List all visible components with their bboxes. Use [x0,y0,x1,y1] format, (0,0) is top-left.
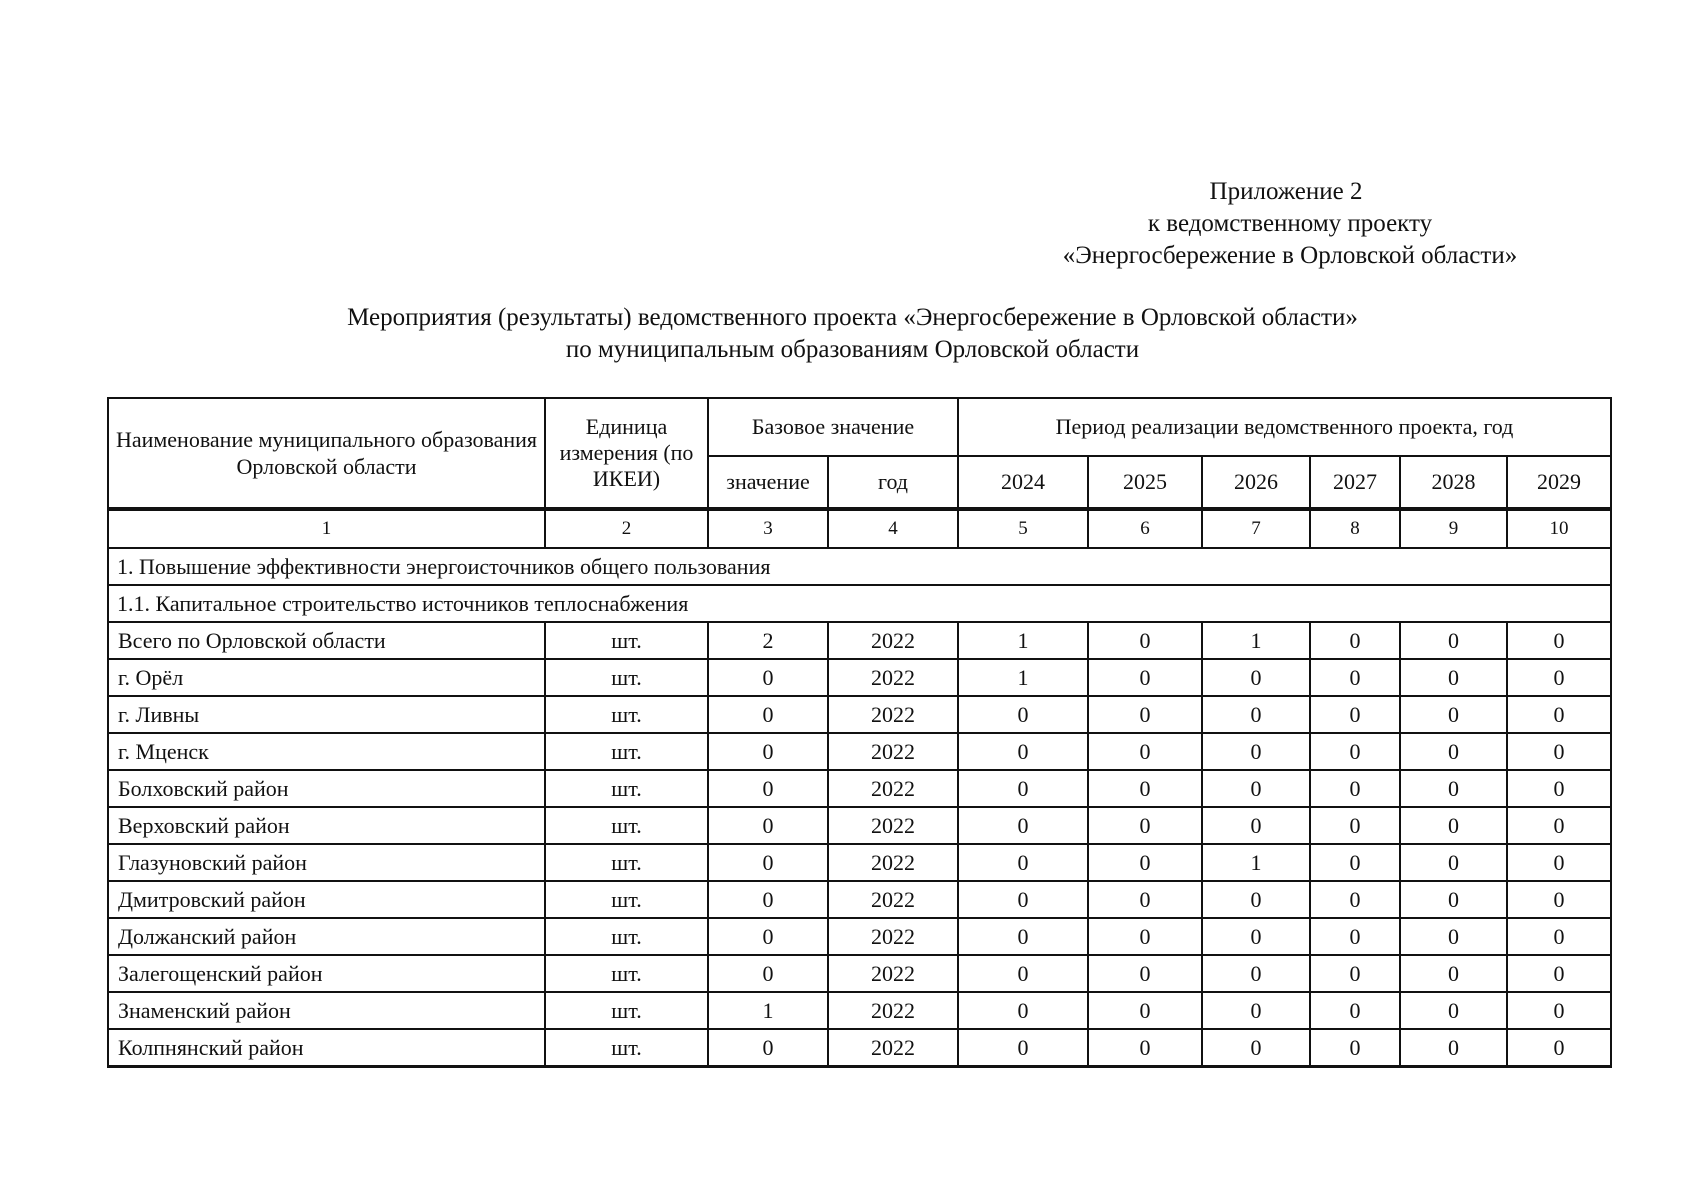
table-row [108,1029,1611,1067]
column-number: 3 [708,509,828,548]
value-2024-cell: 0 [958,992,1088,1029]
municipality-name: Болховский район [108,770,545,807]
value-2025-cell: 0 [1088,844,1202,881]
value-2026-cell: 0 [1202,881,1310,918]
value-2027-cell: 0 [1310,918,1400,955]
appendix-project-name: «Энергосбережение в Орловской области» [1062,242,1518,269]
value-2026-cell: 0 [1202,992,1310,1029]
table-row [108,992,1611,1029]
base-value-cell: 0 [708,733,828,770]
column-number: 8 [1310,509,1400,548]
table-row [108,696,1611,733]
value-2028-cell: 0 [1400,1029,1507,1067]
table-header-row-1 [108,398,1611,456]
value-2025-cell: 0 [1088,696,1202,733]
base-year-cell: 2022 [828,733,958,770]
value-2029-cell: 0 [1507,881,1611,918]
header-year: 2028 [1400,456,1507,509]
measures-table [107,397,1612,1068]
value-2029-cell: 0 [1507,807,1611,844]
base-value-cell: 0 [708,881,828,918]
base-year-cell: 2022 [828,992,958,1029]
value-2024-cell: 0 [958,844,1088,881]
table-row [108,918,1611,955]
value-2027-cell: 0 [1310,696,1400,733]
municipality-name: г. Орёл [108,659,545,696]
value-2029-cell: 0 [1507,696,1611,733]
value-2024-cell: 0 [958,918,1088,955]
base-value-cell: 0 [708,770,828,807]
value-2029-cell: 0 [1507,1029,1611,1067]
section-title: 1. Повышение эффективности энергоисточников общего пользования [108,548,1611,585]
column-number: 2 [545,509,708,548]
value-2026-cell: 0 [1202,918,1310,955]
value-2028-cell: 0 [1400,807,1507,844]
base-year-cell: 2022 [828,696,958,733]
column-number: 4 [828,509,958,548]
header-year: 2024 [958,456,1088,509]
value-2029-cell: 0 [1507,770,1611,807]
municipality-name: г. Ливны [108,696,545,733]
unit-cell: шт. [545,955,708,992]
column-number: 9 [1400,509,1507,548]
value-2028-cell: 0 [1400,770,1507,807]
value-2027-cell: 0 [1310,992,1400,1029]
value-2029-cell: 0 [1507,955,1611,992]
appendix-number: Приложение 2 [1209,178,1363,205]
value-2024-cell: 0 [958,770,1088,807]
column-number: 5 [958,509,1088,548]
value-2026-cell: 0 [1202,733,1310,770]
table-row [108,955,1611,992]
municipality-name: Дмитровский район [108,881,545,918]
value-2029-cell: 0 [1507,844,1611,881]
value-2029-cell: 0 [1507,622,1611,659]
value-2025-cell: 0 [1088,807,1202,844]
value-2026-cell: 0 [1202,696,1310,733]
value-2026-cell: 1 [1202,622,1310,659]
value-2028-cell: 0 [1400,622,1507,659]
base-year-cell: 2022 [828,844,958,881]
value-2025-cell: 0 [1088,992,1202,1029]
municipality-name: Должанский район [108,918,545,955]
value-2024-cell: 1 [958,659,1088,696]
value-2025-cell: 0 [1088,659,1202,696]
table-row [108,659,1611,696]
value-2025-cell: 0 [1088,881,1202,918]
municipality-name: Глазуновский район [108,844,545,881]
value-2026-cell: 1 [1202,844,1310,881]
value-2027-cell: 0 [1310,659,1400,696]
value-2025-cell: 0 [1088,918,1202,955]
value-2026-cell: 0 [1202,1029,1310,1067]
subsection-title: 1.1. Капитальное строительство источников теплоснабжения [108,585,1611,622]
value-2026-cell: 0 [1202,807,1310,844]
header-base: Базовое значение [708,398,958,456]
header-year: 2027 [1310,456,1400,509]
base-value-cell: 0 [708,1029,828,1067]
header-year: 2025 [1088,456,1202,509]
section-row [108,548,1611,585]
value-2028-cell: 0 [1400,844,1507,881]
municipality-name: Знаменский район [108,992,545,1029]
table-row [108,881,1611,918]
base-value-cell: 0 [708,844,828,881]
column-number: 6 [1088,509,1202,548]
table-row [108,770,1611,807]
header-year: 2029 [1507,456,1611,509]
base-value-cell: 0 [708,807,828,844]
value-2024-cell: 0 [958,733,1088,770]
appendix-block [1000,176,1580,272]
base-year-cell: 2022 [828,770,958,807]
unit-cell: шт. [545,770,708,807]
header-period: Период реализации ведомственного проекта, год [958,398,1611,456]
municipality-name: Колпнянский район [108,1029,545,1067]
base-year-cell: 2022 [828,807,958,844]
base-value-cell: 0 [708,918,828,955]
unit-cell: шт. [545,659,708,696]
unit-cell: шт. [545,622,708,659]
column-number-row [108,509,1611,548]
value-2027-cell: 0 [1310,622,1400,659]
municipality-name: Всего по Орловской области [108,622,545,659]
table-row [108,807,1611,844]
value-2028-cell: 0 [1400,992,1507,1029]
municipality-name: Верховский район [108,807,545,844]
base-year-cell: 2022 [828,659,958,696]
value-2029-cell: 0 [1507,733,1611,770]
base-year-cell: 2022 [828,622,958,659]
document-title [100,302,1605,366]
value-2027-cell: 0 [1310,955,1400,992]
value-2027-cell: 0 [1310,733,1400,770]
value-2024-cell: 0 [958,696,1088,733]
table-row [108,844,1611,881]
base-value-cell: 2 [708,622,828,659]
document-title-line-2: по муниципальным образованиям Орловской области [565,336,1140,363]
document-title-line-1: Мероприятия (результаты) ведомственного проекта «Энергосбережение в Орловской области» [347,304,1358,331]
value-2027-cell: 0 [1310,881,1400,918]
value-2028-cell: 0 [1400,733,1507,770]
value-2029-cell: 0 [1507,918,1611,955]
table-row [108,733,1611,770]
municipality-name: Залегощенский район [108,955,545,992]
column-number: 7 [1202,509,1310,548]
value-2024-cell: 1 [958,622,1088,659]
value-2024-cell: 0 [958,807,1088,844]
header-name: Наименование муниципального образования Орловской области [108,398,545,509]
value-2025-cell: 0 [1088,955,1202,992]
value-2025-cell: 0 [1088,622,1202,659]
table-row [108,622,1611,659]
municipality-name: г. Мценск [108,733,545,770]
value-2028-cell: 0 [1400,881,1507,918]
unit-cell: шт. [545,992,708,1029]
value-2024-cell: 0 [958,955,1088,992]
header-year: 2026 [1202,456,1310,509]
unit-cell: шт. [545,733,708,770]
value-2027-cell: 0 [1310,770,1400,807]
value-2028-cell: 0 [1400,659,1507,696]
value-2027-cell: 0 [1310,1029,1400,1067]
unit-cell: шт. [545,807,708,844]
value-2026-cell: 0 [1202,659,1310,696]
value-2029-cell: 0 [1507,992,1611,1029]
appendix-reference: к ведомственному проекту [1147,210,1433,237]
base-value-cell: 0 [708,696,828,733]
value-2024-cell: 0 [958,881,1088,918]
base-value-cell: 1 [708,992,828,1029]
base-value-cell: 0 [708,955,828,992]
subsection-row [108,585,1611,622]
value-2028-cell: 0 [1400,955,1507,992]
base-value-cell: 0 [708,659,828,696]
header-unit: Единица измерения (по ИКЕИ) [545,398,708,509]
base-year-cell: 2022 [828,918,958,955]
value-2025-cell: 0 [1088,733,1202,770]
unit-cell: шт. [545,1029,708,1067]
base-year-cell: 2022 [828,1029,958,1067]
unit-cell: шт. [545,881,708,918]
value-2024-cell: 0 [958,1029,1088,1067]
value-2025-cell: 0 [1088,1029,1202,1067]
value-2027-cell: 0 [1310,807,1400,844]
value-2026-cell: 0 [1202,955,1310,992]
value-2026-cell: 0 [1202,770,1310,807]
value-2025-cell: 0 [1088,770,1202,807]
header-base-year: год [828,456,958,509]
value-2028-cell: 0 [1400,918,1507,955]
unit-cell: шт. [545,844,708,881]
column-number: 1 [108,509,545,548]
header-base-value: значение [708,456,828,509]
value-2027-cell: 0 [1310,844,1400,881]
column-number: 10 [1507,509,1611,548]
value-2029-cell: 0 [1507,659,1611,696]
unit-cell: шт. [545,918,708,955]
base-year-cell: 2022 [828,881,958,918]
value-2028-cell: 0 [1400,696,1507,733]
base-year-cell: 2022 [828,955,958,992]
unit-cell: шт. [545,696,708,733]
